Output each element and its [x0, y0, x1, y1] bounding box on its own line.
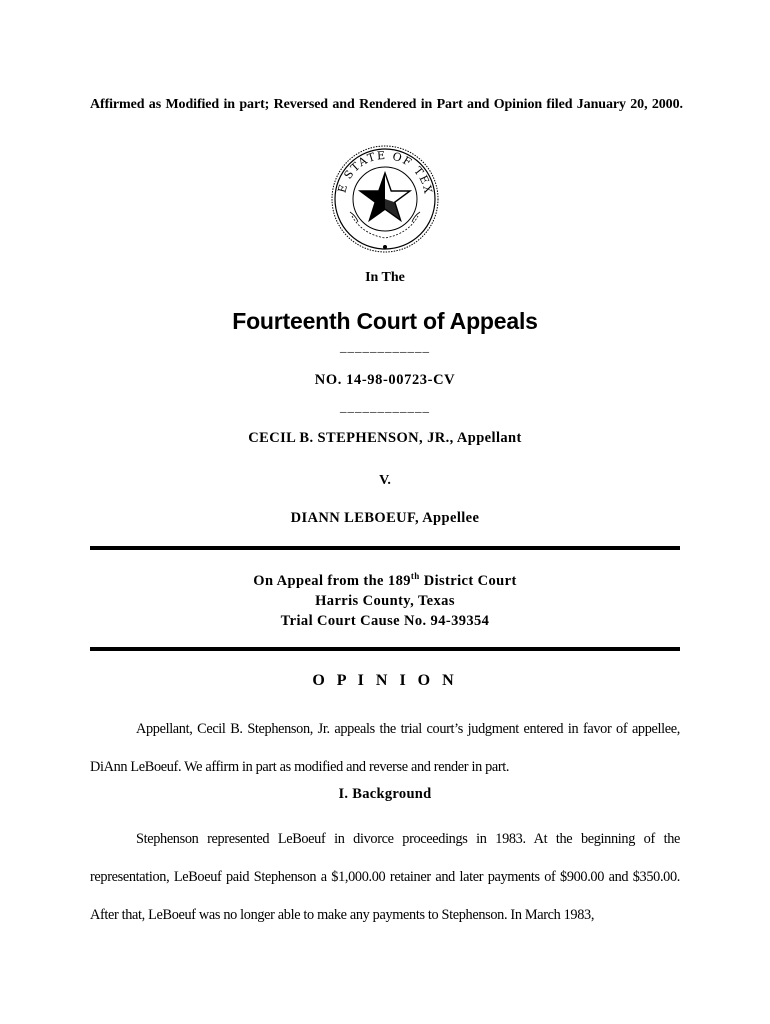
opinion-paragraph — [90, 710, 680, 786]
trial-cause-line: Trial Court Cause No. 94-39354 — [280, 613, 490, 629]
appeal-court-line — [0, 571, 770, 591]
court-name: Fourteenth Court of Appeals — [232, 308, 538, 334]
appellant-name: CECIL B. STEPHENSON, JR., Appellant — [248, 430, 522, 446]
divider-rule — [90, 546, 680, 550]
appeal-court-suffix: District Court — [419, 573, 517, 589]
separator-line: ____________ — [340, 339, 430, 354]
seal-inscription: E STATE OF TEX — [335, 148, 435, 196]
appeal-court-prefix: On Appeal from the 189 — [253, 573, 411, 589]
opinion-heading: O P I N I O N — [312, 672, 458, 689]
disposition-line: Affirmed as Modified in part; Reversed and Rendered in Part and Opinion filed January 20, 2000. — [90, 97, 683, 112]
appeal-county-line: Harris County, Texas — [315, 593, 455, 609]
case-number: NO. 14-98-00723-CV — [314, 372, 456, 388]
paragraph-text: Stephenson represented LeBoeuf in divorce proceedings in 1983. At the beginning of the representation, LeBoeuf paid Stephenson a $1,000.00 retainer and later payments of $900.00 and $350.00. After that, LeBoeuf was no longer able to make any payments to Stephenson. In March 1983, — [90, 831, 680, 923]
appeal-info — [0, 571, 770, 631]
divider-rule — [90, 647, 680, 651]
section-heading: I. Background — [338, 786, 432, 802]
separator-line: ____________ — [340, 399, 430, 414]
in-the-label: In The — [365, 270, 405, 285]
ordinal-suffix: th — [410, 571, 420, 582]
appellee-name: DIANN LEBOEUF, Appellee — [290, 510, 480, 526]
paragraph-text: Appellant, Cecil B. Stephenson, Jr. appeals the trial court’s judgment entered in favor of appellee, DiAnn LeBoeuf. We affirm in part as modified and reverse and render in part. — [90, 721, 680, 775]
versus-label: V. — [379, 473, 391, 488]
texas-state-seal-icon — [330, 144, 440, 254]
opinion-paragraph — [90, 820, 680, 934]
